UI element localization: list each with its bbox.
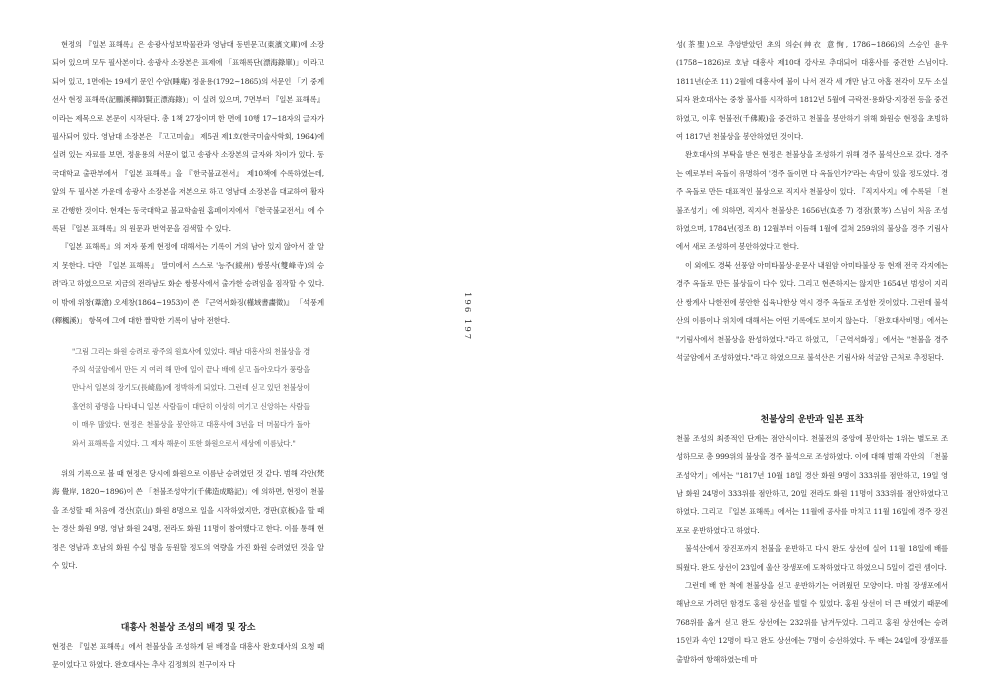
section-heading-transport: 천불상의 운반과 일본 표착: [760, 415, 864, 426]
right-paragraph-4: 천불 조성의 최종적인 단계는 점안식이다. 천불전의 중앙에 봉안하는 1위는 별도로 조성하므로 총 999위의 불상을 경주 불석으로 조성하였다. 이에 대해 범해 각안의 「천불조성약기」에서는 "1817년 10월 18일 경산 화원 9명이 333위를 점안하고, 19일 영남 화원 24명이 333위를 점안하고, 20일 전라도 화원 11명이 333위를 점안하였다고 하였다. 그리고 『일본 표해록』에서는 11월에 공사를 마치고 11월 16일에 경주 장진포로 운반하였다고 하였다.: [676, 433, 948, 535]
right-paragraph-6: 그런데 배 한 척에 천불상을 싣고 운반하기는 어려웠던 모양이다. 마침 장생포에서 해남으로 가려던 함경도 홍원 상선을 빌릴 수 있었다. 홍원 상선이 더 큰 배였기 때문에 768위를 옮겨 싣고 완도 상선에는 232위를 남겨두었다. 그리고 홍원 상선에는 승려 15인과 속인 12명이 타고 완도 상선에는 7명이 승선하였다. 두 배는 24일에 장생포를 출발하여 항해하였는데 마: [676, 580, 948, 664]
quotation: "그림 그리는 화원 승려로 광주의 원효사에 있었다. 해남 대흥사의 천불상을 경주의 석굴암에서 만든 지 여러 해 만에 일이 끝나 배에 싣고 돌아오다가 풍랑을 만나서 일본의 장기도(長崎島)에 정박하게 되었다. 그런데 싣고 있던 천불상이 홀연히 광명을 나타내니 일본 사람들이 대단히 이상히 여기고 신앙하는 사람들이 매우 많았다. 현정은 천불상을 봉안하고 대흥사에 3년을 더 머물다가 돌아와서 표해록을 지었다. 그 제자 해운이 또한 화원으로서 세상에 이름났다.": [72, 346, 310, 448]
left-paragraph-3: 위의 기록으로 볼 때 현정은 당시에 화원으로 이름난 승려였던 것 같다. 범해 각안(梵海 覺岸, 1820~1896)이 쓴 「천불조성약기(千佛造成略記)」에 의하면, 현정이 천불을 조성할 때 처음에 경산(京山) 화원 8명으로 일을 시작하였지만, 경판(京板)을 할 때는 경산 화원 9명, 영남 화원 24명, 전라도 화원 11명이 참여했다고 한다. 이를 통해 현정은 영남과 호남의 화원 수십 명을 동원할 정도의 역량을 가진 화원 승려였던 것을 알 수 있다.: [52, 468, 324, 570]
right-paragraph-1: 성(茶聖)으로 추앙받았던 초의 의순(艸衣 意恂, 1786~1866)의 스승인 윤우(1758~1826)로 호남 대흥사 제10대 강사로 추대되어 대흥사를 중건한 스님이다. 1811년(순조 11) 2월에 대흥사에 불이 나서 전각 세 개만 남고 아홉 전각이 모두 소실되자 완호대사는 중창 불사를 시작하여 1812년 5월에 극락전·용화당·지장전 등을 중건하였고, 이후 현불전(千佛殿)을 중건하고 천불을 봉안하기 위해 화원승 현정을 초빙하여 1817년 천불상을 봉안하였던 것이다.: [676, 40, 948, 142]
left-paragraph-4: 현정은 『일본 표해록』에서 천불상을 조성하게 된 배경을 대흥사 완호대사의 요청 때문이었다고 하였다. 완호대사는 추사 김정희의 친구이자 다: [52, 641, 324, 670]
right-text-column: [676, 36, 948, 669]
page-numbers: 196 197: [462, 292, 472, 342]
section-spacer: [676, 367, 948, 411]
right-paragraph-3: 이 외에도 경북 선풍암 아미타불상·운문사 내원암 아미타불상 등 현재 전국 각지에는 경주 옥돌로 만든 불상들이 다수 있다. 그리고 현존하지는 않지만 1654년 범성이 지리산 쌍계사 나한전에 봉안한 십육나한상 역시 경주 옥돌로 조성한 것이었다. 그런데 불석산의 이름이나 위치에 대해서는 어떤 기록에도 보이지 않는다. 「완호대사비명」에서는 "기림사에서 천불상을 완성하였다."라고 하였고, 「근역서화징」에서는 "천불을 경주 석굴암에서 조성하였다."라고 하였으므로 불석산은 기림사와 석굴암 근처로 추정된다.: [676, 260, 948, 362]
right-paragraph-5: 불석산에서 장진포까지 천불을 운반하고 다시 완도 상선에 실어 11월 18일에 배를 띄웠다. 완도 상선이 23일에 울산 장생포에 도착하였다고 하였으니 5일이 걸린 셈이다.: [676, 544, 948, 572]
left-page: [0, 0, 500, 671]
left-text-column: [52, 36, 324, 675]
left-paragraph-1: 현정의 『일본 표해록』은 송광사성보박물관과 영남대 동빈문고(東濱文庫)에 소장되어 있으며 모두 필사본이다. 송광사 소장본은 표제에 「표해록단(漂海錄單)」이라고 되어 있고, 1면에는 19세기 문인 수암(睡庵) 정윤용(1792~1865)의 서문인 「기 중계선사 현정 표해록(記鵬溪禪師賢正漂海錄)」이 실려 있으며, 7면부터 『일본 표해록』이라는 제목으로 본문이 시작된다. 총 1책 27장이며 한 면에 10행 17~18자의 글자가 필사되어 있다. 영남대 소장본은 『고고미술』 제5권 제1호(한국미술사학회, 1964)에 실려 있는 자료를 보면, 정윤용의 서문이 없고 송광사 소장본의 글자와 차이가 있다. 동국대학교 출판부에서 『일본 표해록』을 『한국불교전서』 제10책에 수록하였는데, 앞의 두 필사본 가운데 송광사 소장본을 저본으로 하고 영남대 소장본을 대교하여 활자로 간행한 것이다. 현재는 동국대학교 불교학술원 홈페이지에서 『한국불교전서』에 수록된 『일본 표해록』의 원문과 번역문을 검색할 수 있다.: [52, 40, 324, 234]
left-paragraph-2: 『일본 표해록』의 저자 풍계 현정에 대해서는 기록이 거의 남아 있지 않아서 잘 알지 못한다. 다만 『일본 표해록』 말미에서 스스로 '능주(綾州) 쌍봉사(雙峰寺)의 승려'라고 하였으므로 지금의 전라남도 화순 쌍봉사에서 출가한 승려임을 짐작할 수 있다. 이 밖에 위창(葦滄) 오세창(1864~1953)이 쓴 『근역서화징(槿域書畵徵)』 「석풍계(釋楓溪)」 항목에 그에 대한 짤막한 기록이 남아 전한다.: [52, 242, 324, 326]
right-paragraph-2: 완호대사의 부탁을 받은 현정은 천불상을 조성하기 위해 경주 불석산으로 갔다. 경주는 예로부터 옥돌이 유명하여 '경주 돌이면 다 옥돌인가?'라는 속담이 있을 정도였다. 경주 옥돌로 만든 대표적인 불상으로 직지사 천불상이 있다. 『직지사지』에 수록된 「천불조성기」에 의하면, 직지사 천불상은 1656년(효종 7) 경잠(景岑) 스님이 처음 조성하였으며, 1784년(정조 8) 12월부터 이듬해 1월에 걸쳐 259위의 불상을 경주 기림사에서 새로 조성하여 봉안하였다고 한다.: [676, 150, 948, 252]
right-page: [500, 0, 1000, 671]
section-spacer: [52, 575, 324, 619]
section-heading-background: 대흥사 천불상 조성의 배경 및 장소: [120, 623, 256, 634]
